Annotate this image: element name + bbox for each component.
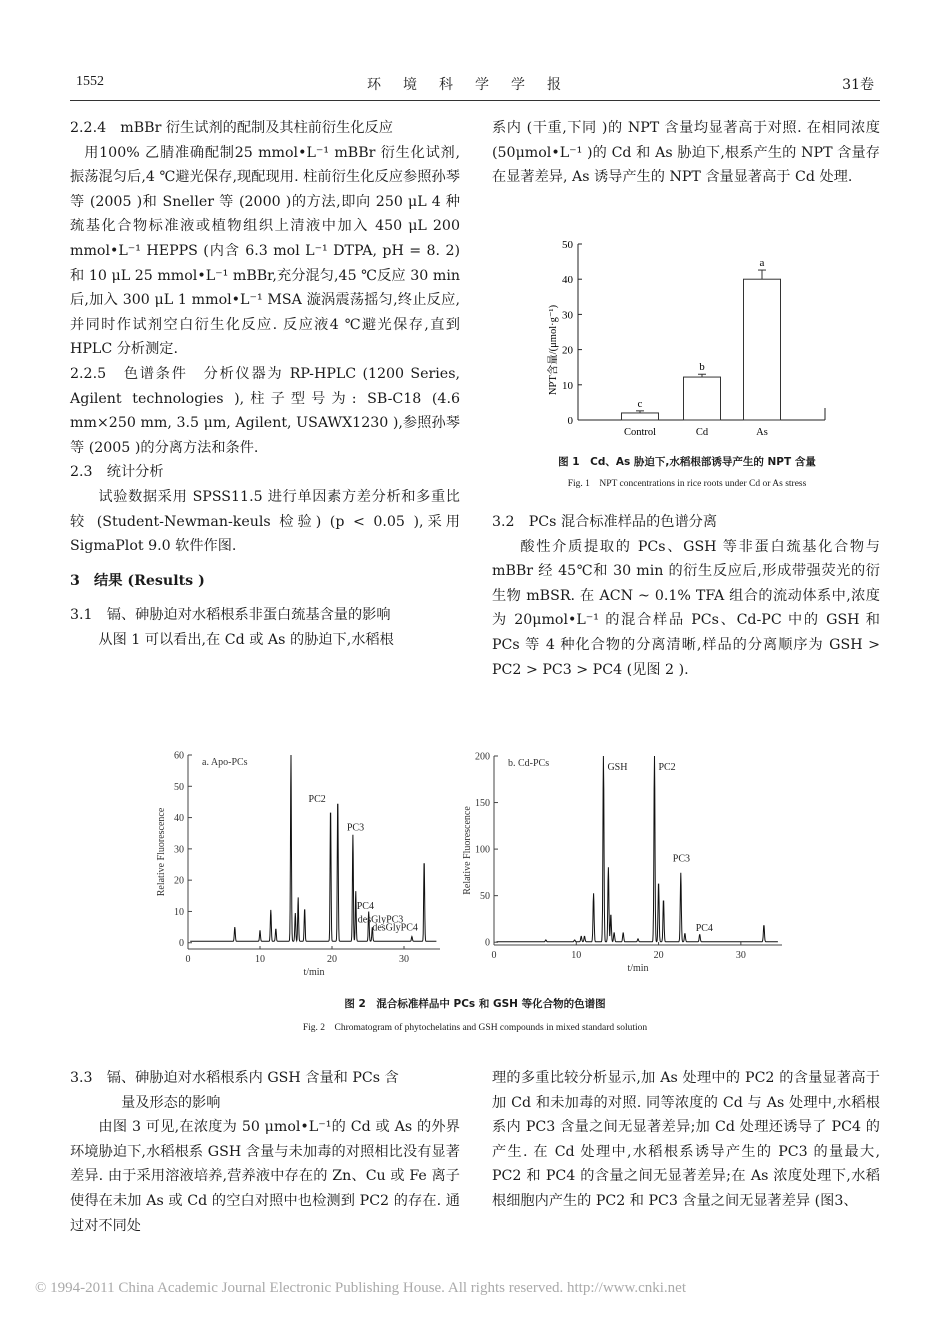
fig1-y-axis-label: NPT含量/(μmol·g⁻¹): [548, 304, 559, 396]
peak-label: PC3: [346, 822, 365, 834]
y-tick-label: 50: [480, 891, 490, 903]
chromatogram-trace: [497, 756, 778, 942]
section-3-3-continued: [492, 1066, 880, 1214]
fig1-caption-en: Fig. 1 NPT concentrations in rice roots under Cd or As stress: [567, 479, 807, 489]
y-tick-label: 30: [174, 844, 184, 856]
section-2-2-4-body: 用100% 乙腈准确配制25 mmol•L⁻¹ mBBr 衍生化试剂,振荡混匀后,4 ℃避光保存,现配现用. 柱前衍生化反应参照孙琴等 (2005 )和 Sneller 等 (2000 )的方法,即向 250 μL 4 种巯基化合物标准液或植物组织上清液中加入 450 μL 200 mmol•L⁻¹ HEPPS (内含 6.3 mol L⁻¹ DTPA, pH = 8. 2) 和 10 μL 25 mmol•L⁻¹ mBBr,充分混匀,45 ℃反应 30 min 后,加入 300 μL 1 mmol•L⁻¹ MSA 漩涡震荡摇匀,终止反应,并同时作试剂空白衍生化反应. 反应液4 ℃避光保存,直到 HPLC 分析测定.: [70, 144, 460, 358]
fig1-y-tick-label: 0: [567, 415, 573, 427]
x-tick-label: 20: [327, 954, 337, 965]
y-tick-label: 20: [174, 875, 184, 887]
chromatogram-trace: [190, 755, 436, 941]
fig1-x-tick-label: Cd: [695, 427, 709, 438]
peak-label: desGlyPC4: [372, 922, 418, 934]
section-3-title: 3 结果 (Results ): [70, 572, 205, 589]
y-tick-label: 60: [174, 750, 184, 762]
x-tick-label: 0: [491, 950, 497, 961]
section-2-3-body: 试验数据采用 SPSS11.5 进行单因素方差分析和多重比较 (Student-Newman-keuls 检验) (p < 0.05 ),采用 SigmaPlot 9.0 软件作图.: [70, 488, 460, 555]
page-number: 1552: [76, 74, 104, 89]
fig1-y-tick-label: 20: [562, 344, 573, 357]
x-tick-label: 10: [571, 950, 582, 961]
x-axis-label: t/min: [303, 967, 325, 978]
section-3-2-body: 酸性介质提取的 PCs、GSH 等非蛋白巯基化合物与 mBBr 经 45℃和 30 min 的衍生反应后,形成带强荧光的衍生物 mBSR. 在 ACN ~ 0.1% TFA 组合的流动体系中,浓度为 20μmol•L⁻¹ 的混合样品 PCs、Cd-PC 中的 GSH 和 PCs 等 4 种化合物的分离清晰,样品的分离顺序为 GSH > PC2 > PC3 > PC4 (见图 2 ).: [492, 538, 880, 678]
peak-label: desGlyPC3: [357, 914, 404, 926]
fig2-caption-cn: 图 2 混合标准样品中 PCs 和 GSH 等化合物的色谱图: [344, 998, 606, 1010]
x-tick-label: 20: [653, 950, 664, 961]
copyright-footer: © 1994-2011 China Academic Journal Electronic Publishing House. All rights reserved. http://www.cnki.net: [35, 1280, 687, 1296]
figure-2-captions: [70, 996, 880, 1033]
fig1-bar: [622, 413, 659, 420]
y-tick-label: 0: [179, 938, 184, 950]
fig1-y-tick-label: 30: [562, 309, 573, 322]
section-2-3-title: 2.3 统计分析: [70, 464, 164, 481]
section-3-3: [70, 1066, 460, 1238]
peak-label: PC4: [695, 922, 713, 934]
fig1-x-tick-label: As: [756, 427, 768, 438]
fig1-bar: [744, 279, 781, 420]
section-3-1-body: 从图 1 可以看出,在 Cd 或 As 的胁迫下,水稻根: [98, 631, 394, 648]
section-3-3-body-continued: 理的多重比较分析显示,加 As 处理中的 PC2 的含量显著高于加 Cd 和未加毒的对照. 同等浓度的 Cd 与 As 处理中,水稻根系内 PC3 含量之间无显著差异;加 Cd 处理还诱导了 PC4 的产生. 在 Cd 处理中,水稻根系诱导产生的 PC3 的量最大, PC2 和 PC4 的含量之间无显著差异;在 As 浓度处理下,水稻根细胞内产生的 PC2 和 PC3 含量之间无显著差异 (图3、: [492, 1070, 880, 1209]
y-tick-label: 200: [475, 751, 490, 763]
x-tick-label: 10: [255, 954, 265, 965]
x-tick-label: 30: [735, 950, 746, 961]
y-tick-label: 0: [485, 937, 490, 949]
fig1-significance-letter: c: [637, 397, 643, 410]
x-axis-label: t/min: [627, 963, 649, 974]
fig2-caption-en: Fig. 2 Chromatogram of phytochelatins and GSH compounds in mixed standard solution: [302, 1023, 648, 1033]
y-axis-label: Relative Fluorescence: [462, 806, 473, 895]
fig1-x-tick-label: Control: [623, 427, 657, 438]
y-tick-label: 40: [174, 813, 184, 825]
peak-label: PC2: [308, 794, 326, 806]
y-tick-label: 10: [174, 906, 184, 918]
figure-2a-chromatogram: [150, 744, 450, 979]
x-tick-label: 30: [399, 954, 409, 965]
figure-1-bar-chart: [520, 232, 850, 442]
fig1-y-tick-label: 50: [562, 239, 573, 251]
peak-label: PC4: [356, 901, 374, 913]
running-header: [70, 70, 880, 101]
section-2-2-4-title: 2.2.4 mBBr 衍生试剂的配制及其柱前衍生化反应: [70, 120, 393, 136]
peak-label: PC3: [672, 853, 691, 865]
section-3-3-title-line2: 量及形态的影响: [121, 1094, 221, 1111]
fig1-significance-letter: b: [699, 361, 705, 374]
x-tick-label: 0: [185, 954, 191, 965]
panel-title: a. Apo-PCs: [202, 757, 248, 768]
section-2-2-5: 2.2.5 色谱条件 分析仪器为 RP-HPLC (1200 Series, Agilent technologies ),柱子型号为: SB-C18 (4.6 mm×250 mm, 3.5 μm, Agilent, USAWX1230 ),参照孙琴等 (2005 )的分离方法和条件.: [70, 365, 460, 456]
fig1-caption-cn: 图 1 Cd、As 胁迫下,水稻根部诱导产生的 NPT 含量: [558, 456, 816, 468]
y-tick-label: 150: [475, 798, 490, 810]
right-column: [492, 116, 880, 190]
section-3-1-title: 3.1 镉、砷胁迫对水稻根系非蛋白巯基含量的影响: [70, 607, 391, 624]
volume: 31卷: [842, 77, 874, 93]
fig1-significance-letter: a: [759, 257, 765, 270]
fig1-bar: [684, 377, 721, 420]
peak-label: GSH: [607, 762, 628, 773]
section-3-2: [492, 510, 880, 682]
left-column: [70, 116, 460, 652]
section-3-3-title-line1: 3.3 镉、砷胁迫对水稻根系内 GSH 含量和 PCs 含: [70, 1070, 399, 1086]
peak-label: PC2: [658, 762, 676, 773]
figure-1-captions: [492, 454, 882, 489]
journal-name: 环境科学学报: [367, 77, 583, 93]
y-tick-label: 50: [174, 781, 184, 793]
figure-2b-chromatogram: [450, 744, 790, 979]
section-3-1-continued: 系内 (干重,下同 )的 NPT 含量均显著高于对照. 在相同浓度 (50μmol•L⁻¹ )的 Cd 和 As 胁迫下,根系产生的 NPT 含量存在显著差异, As 诱导产生的 NPT 含量显著高于 Cd 处理.: [492, 120, 880, 186]
fig1-y-tick-label: 40: [562, 274, 573, 287]
y-axis-label: Relative Fluorescence: [156, 807, 167, 897]
fig1-y-tick-label: 10: [562, 379, 573, 392]
y-tick-label: 100: [475, 844, 490, 856]
section-3-2-title: 3.2 PCs 混合标准样品的色谱分离: [492, 514, 718, 530]
section-3-3-body: 由图 3 可见,在浓度为 50 μmol•L⁻¹的 Cd 或 As 的外界环境胁迫下,水稻根系 GSH 含量与未加毒的对照相比没有显著差异. 由于采用溶液培养,营养液中存在的 Zn、Cu 或 Fe 离子使得在未加 As 或 Cd 的空白对照中也检测到 PC2 的存在. 通过对不同处: [70, 1119, 460, 1234]
panel-title: b. Cd-PCs: [508, 758, 550, 769]
